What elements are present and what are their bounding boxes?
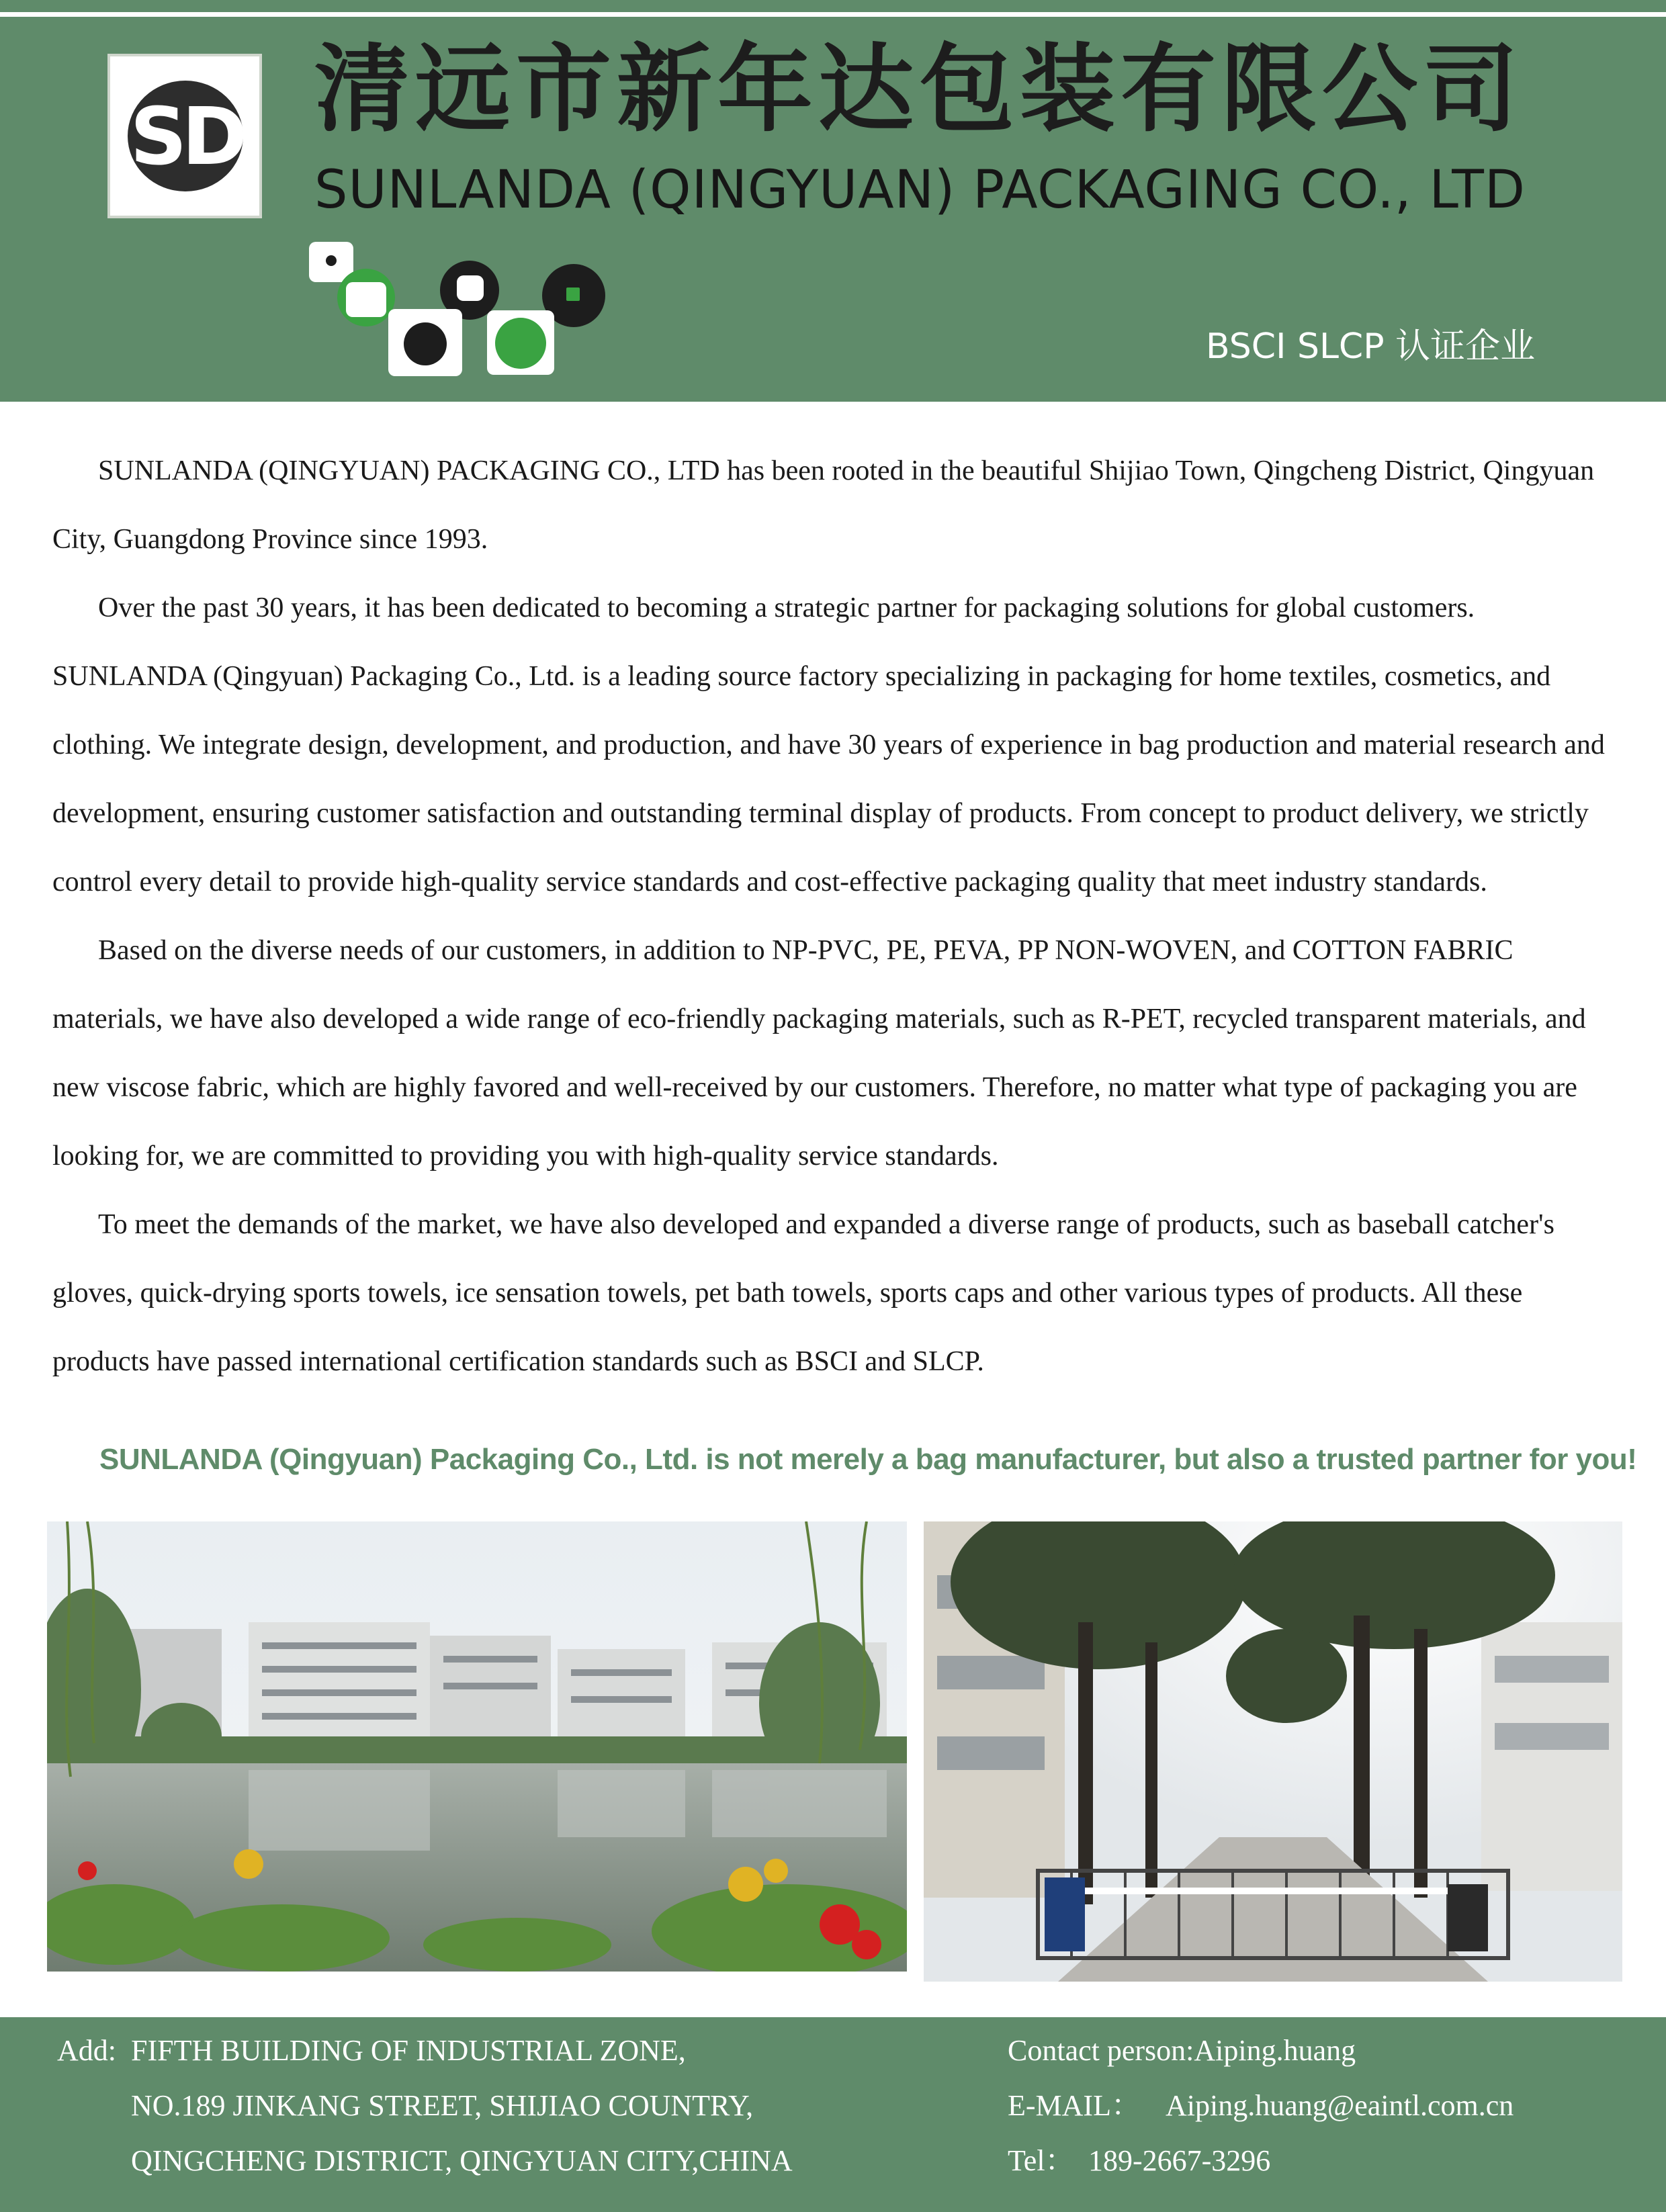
deco-dot-5	[404, 322, 447, 365]
factory-lake-photo	[47, 1521, 907, 1972]
header-banner	[0, 0, 1666, 402]
company-logo	[107, 54, 262, 218]
company-name-en: SUNLANDA (QINGYUAN) PACKAGING CO., LTD	[314, 160, 1526, 220]
email-address[interactable]: Aiping.huang@eaintl.com.cn	[1166, 2089, 1514, 2122]
factory-gate-photo	[924, 1521, 1622, 1982]
deco-dot-1	[326, 255, 337, 266]
company-name-cn: 清远市新年达包装有限公司	[314, 34, 1524, 145]
deco-square-2	[346, 282, 386, 317]
certification-label: BSCI SLCP 认证企业	[1206, 326, 1536, 367]
tagline: SUNLANDA (Qingyuan) Packaging Co., Ltd. is not merely a bag manufacturer, but also a trusted partner for you!	[99, 1443, 1637, 1476]
address-label: Add:	[57, 2034, 116, 2067]
logo-text: SD	[130, 90, 243, 183]
paragraph-2: Over the past 30 years, it has been dedicated to becoming a strategic partner for packaging solutions for global customers. SUNLANDA (Qingyuan) Packaging Co., Ltd. is a leading source factory specializing in packaging for home textiles, cosmetics, and clothing. We integrate design, development, and production, and have 30 years of experience in bag production and material research and development, ensuring customer satisfaction and outstanding terminal display of products. From concept to product delivery, we strictly control every detail to provide high-quality service standards and cost-effective packaging quality that meet industry standards.	[52, 592, 1605, 897]
tel-number: 189-2667-3296	[1088, 2144, 1271, 2177]
email-label: E-MAIL：	[1008, 2089, 1141, 2122]
address-line-1: FIFTH BUILDING OF INDUSTRIAL ZONE,	[131, 2034, 686, 2067]
deco-dot-6	[495, 318, 546, 369]
deco-square-3	[457, 275, 484, 301]
address-line-2: NO.189 JINKANG STREET, SHIJIAO COUNTRY,	[131, 2089, 754, 2122]
contact-person: Contact person:Aiping.huang	[1008, 2034, 1356, 2067]
address-line-3: QINGCHENG DISTRICT, QINGYUAN CITY,CHINA	[131, 2144, 793, 2177]
header-top-rule	[0, 12, 1666, 17]
paragraph-4: To meet the demands of the market, we have also developed and expanded a diverse range of products, such as baseball catcher's gloves, quick-drying sports towels, ice sensation towels, pet bath towels, sports caps and other various types of products. All these products have passed international certification standards such as BSCI and SLCP.	[52, 1209, 1554, 1377]
footer-contact	[0, 2017, 1666, 2212]
tel-label: Tel：	[1008, 2144, 1075, 2177]
company-description	[52, 437, 1618, 1396]
deco-square-4	[566, 287, 580, 301]
paragraph-1: SUNLANDA (QINGYUAN) PACKAGING CO., LTD has been rooted in the beautiful Shijiao Town, Qingcheng District, Qingyuan City, Guangdong Province since 1993.	[52, 455, 1595, 555]
paragraph-3: Based on the diverse needs of our customers, in addition to NP-PVC, PE, PEVA, PP NON-WOVEN, and COTTON FABRIC materials, we have also developed a wide range of eco-friendly packaging materials, such as R-PET, recycled transparent materials, and new viscose fabric, which are highly favored and well-received by our customers. Therefore, no matter what type of packaging you are looking for, we are committed to providing you with high-quality service standards.	[52, 935, 1586, 1171]
